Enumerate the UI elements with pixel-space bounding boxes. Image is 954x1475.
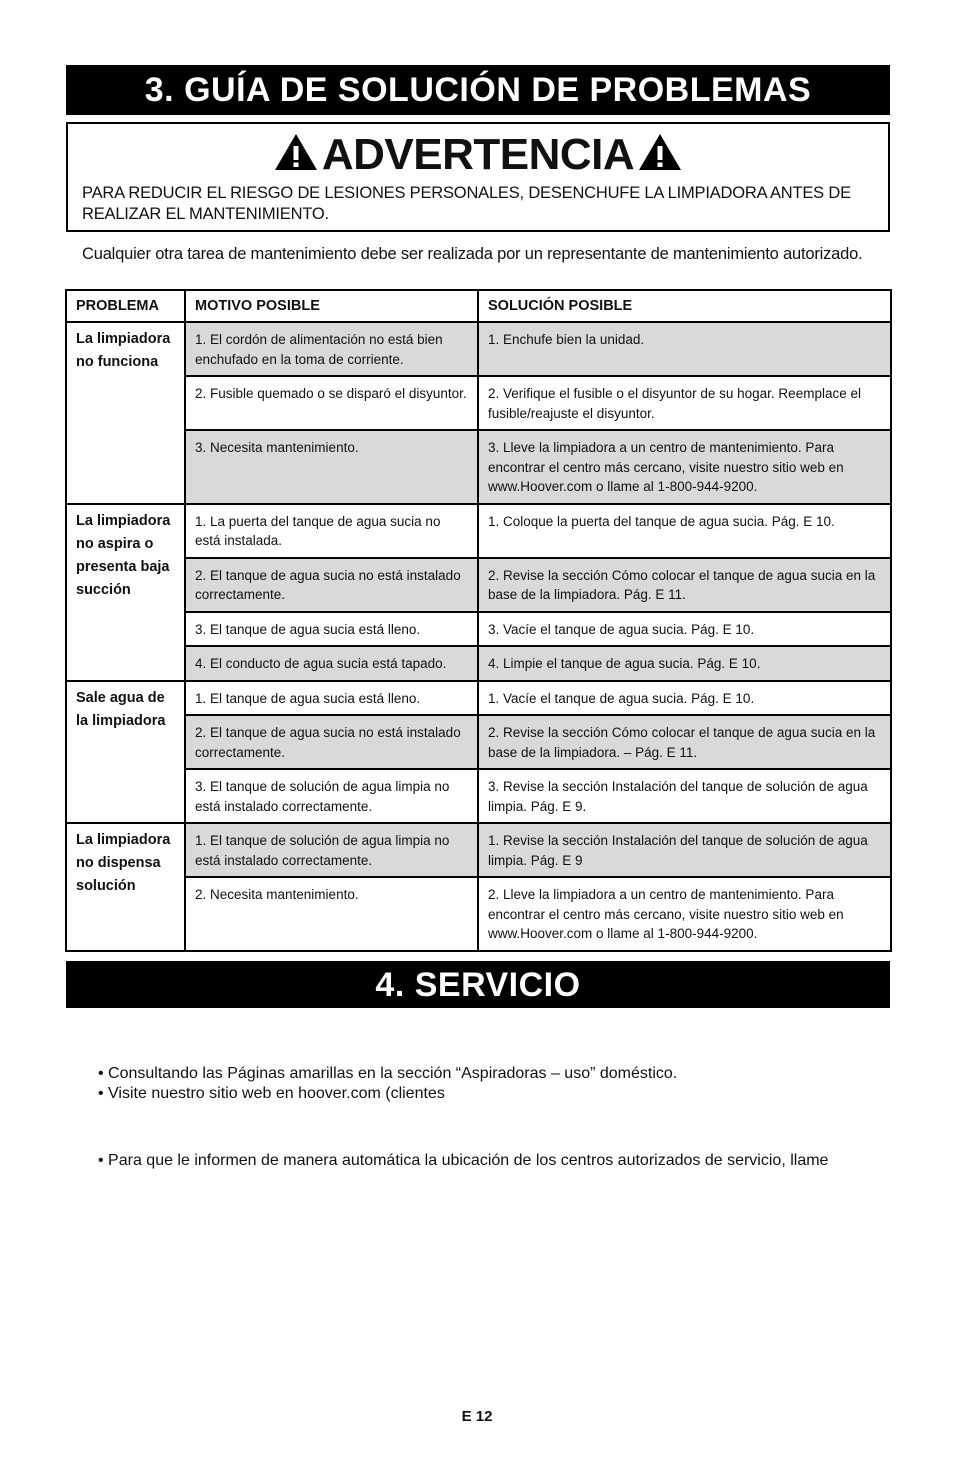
service-bullet: • Consultando las Páginas amarillas en la sección “Aspiradoras – uso” doméstico. [98, 1065, 678, 1082]
header-cause: MOTIVO POSIBLE [185, 290, 478, 322]
warning-heading [68, 130, 888, 180]
cause-cell: 1. El cordón de alimentación no está bien enchufado en la toma de corriente. [185, 322, 478, 376]
section-3-title: 3. GUÍA DE SOLUCIÓN DE PROBLEMAS [66, 65, 890, 115]
header-solution: SOLUCIÓN POSIBLE [478, 290, 891, 322]
cause-cell: 3. El tanque de solución de agua limpia no está instalado correctamente. [185, 769, 478, 823]
table-row [66, 823, 891, 877]
cause-cell: 3. Necesita mantenimiento. [185, 430, 478, 504]
warning-text: PARA REDUCIR EL RIESGO DE LESIONES PERSONALES, DESENCHUFE LA LIMPIADORA ANTES DE REALIZAR EL MANTENIMIENTO. [82, 184, 851, 223]
problem-cell: La limpiadora no aspira o presenta baja succión [66, 504, 185, 681]
table-row [66, 322, 891, 376]
problem-cell: La limpiadora no dispensa solución [66, 823, 185, 951]
intro-text: Cualquier otra tarea de mantenimiento debe ser realizada por un representante de mantenimiento autorizado. [82, 245, 863, 263]
page-number: E 12 [461, 1408, 493, 1425]
solution-cell: 3. Vacíe el tanque de agua sucia. Pág. E 10. [478, 612, 891, 647]
cause-cell: 3. El tanque de agua sucia está lleno. [185, 612, 478, 647]
warning-triangle-icon [274, 133, 318, 171]
header-problem: PROBLEMA [66, 290, 185, 322]
cause-cell: 4. El conducto de agua sucia está tapado. [185, 646, 478, 681]
table-row [66, 558, 891, 612]
table-row [66, 612, 891, 647]
cause-cell: 2. El tanque de agua sucia no está instalado correctamente. [185, 558, 478, 612]
section-4-title: 4. SERVICIO [66, 961, 890, 1008]
table-row [66, 769, 891, 823]
cause-cell: 1. El tanque de agua sucia está lleno. [185, 681, 478, 716]
solution-cell: 1. Vacíe el tanque de agua sucia. Pág. E 10. [478, 681, 891, 716]
solution-cell: 2. Revise la sección Cómo colocar el tanque de agua sucia en la base de la limpiadora. – Pág. E 11. [478, 715, 891, 769]
cause-cell: 2. El tanque de agua sucia no está instalado correctamente. [185, 715, 478, 769]
troubleshooting-table [65, 289, 892, 952]
problem-cell: Sale agua de la limpiadora [66, 681, 185, 824]
solution-cell: 1. Coloque la puerta del tanque de agua sucia. Pág. E 10. [478, 504, 891, 558]
service-bullet: • Para que le informen de manera automática la ubicación de los centros autorizados de servicio, llame [98, 1152, 829, 1169]
cause-cell: 2. Fusible quemado o se disparó el disyuntor. [185, 376, 478, 430]
warning-title: ADVERTENCIA [321, 130, 635, 179]
table-row [66, 715, 891, 769]
table-row [66, 430, 891, 504]
solution-cell: 2. Revise la sección Cómo colocar el tanque de agua sucia en la base de la limpiadora. Pág. E 11. [478, 558, 891, 612]
cause-cell: 2. Necesita mantenimiento. [185, 877, 478, 951]
table-row [66, 681, 891, 716]
table-row [66, 877, 891, 951]
table-header-row [66, 290, 891, 322]
solution-cell: 1. Revise la sección Instalación del tanque de solución de agua limpia. Pág. E 9 [478, 823, 891, 877]
table-row [66, 376, 891, 430]
problem-cell: La limpiadora no funciona [66, 322, 185, 504]
cause-cell: 1. El tanque de solución de agua limpia no está instalado correctamente. [185, 823, 478, 877]
solution-cell: 4. Limpie el tanque de agua sucia. Pág. E 10. [478, 646, 891, 681]
solution-cell: 3. Lleve la limpiadora a un centro de mantenimiento. Para encontrar el centro más cercano, visite nuestro sitio web en www.Hoover.com o llame al 1-800-944-9200. [478, 430, 891, 504]
solution-cell: 2. Verifique el fusible o el disyuntor de su hogar. Reemplace el fusible/reajuste el disyuntor. [478, 376, 891, 430]
solution-cell: 1. Enchufe bien la unidad. [478, 322, 891, 376]
service-bullet: • Visite nuestro sitio web en hoover.com (clientes [98, 1085, 445, 1102]
table-row [66, 646, 891, 681]
warning-triangle-icon [638, 133, 682, 171]
solution-cell: 2. Lleve la limpiadora a un centro de mantenimiento. Para encontrar el centro más cercano, visite nuestro sitio web en www.Hoover.com o llame al 1-800-944-9200. [478, 877, 891, 951]
table-row [66, 504, 891, 558]
warning-box [66, 122, 890, 232]
cause-cell: 1. La puerta del tanque de agua sucia no está instalada. [185, 504, 478, 558]
solution-cell: 3. Revise la sección Instalación del tanque de solución de agua limpia. Pág. E 9. [478, 769, 891, 823]
